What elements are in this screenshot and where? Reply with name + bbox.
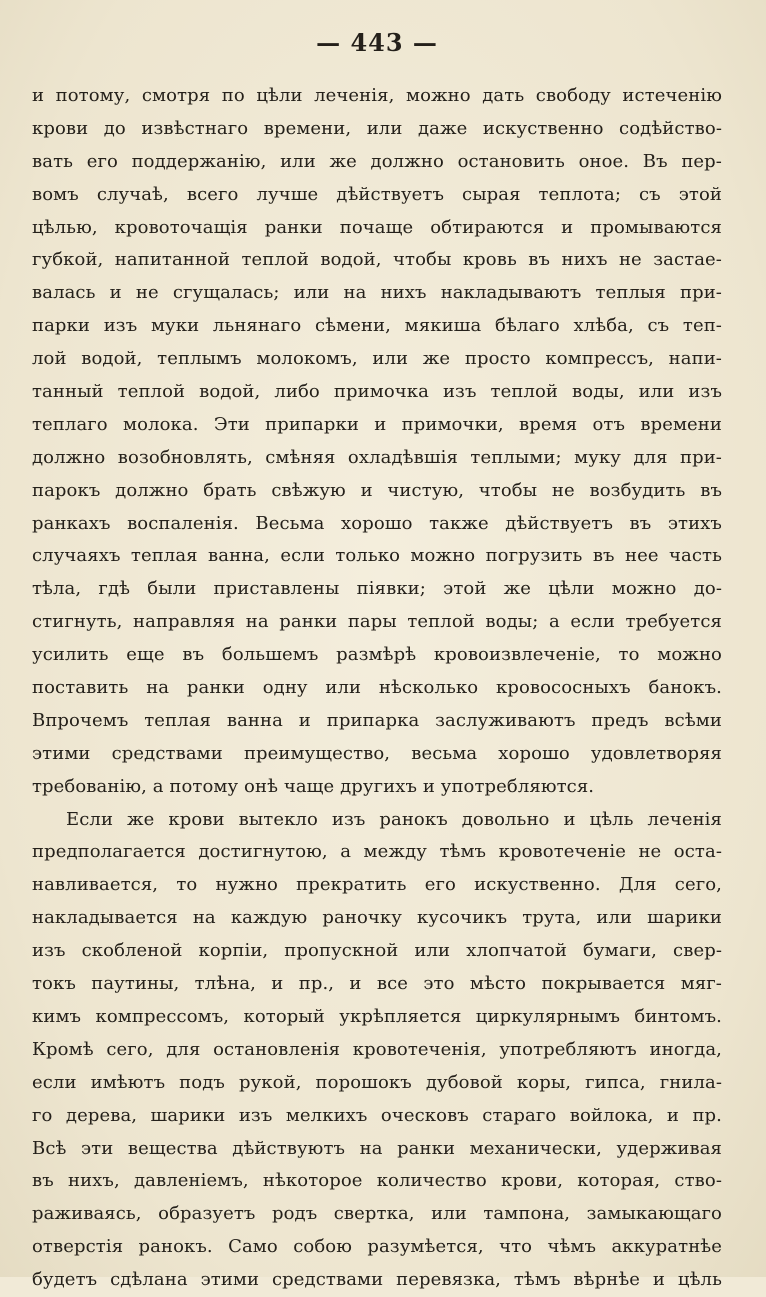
text-line: должно возобновлять, смѣняя охладѣвшія теплыми; муку для при- xyxy=(32,446,722,468)
text-line: токъ паутины, тлѣна, и пр., и все это мѣсто покрывается мяг- xyxy=(32,973,722,995)
text-line: лой водой, теплымъ молокомъ, или же просто компрессъ, напи- xyxy=(32,348,722,370)
text-line: кимъ компрессомъ, который укрѣпляется циркулярнымъ бинтомъ. xyxy=(32,1005,722,1027)
text-line: предполагается достигнутою, а между тѣмъ кровотеченіе не оста- xyxy=(32,841,722,863)
text-line: цѣлью, кровоточащія ранки почаще обтираются и промываются xyxy=(32,216,722,238)
text-line: вать его поддержанію, или же должно остановить оное. Въ пер- xyxy=(32,150,722,172)
text-line: Впрочемъ теплая ванна и припарка заслуживаютъ предъ всѣми xyxy=(32,709,722,731)
text-line: этими средствами преимущество, весьма хорошо удовлетворяя xyxy=(32,742,722,764)
text-line: случаяхъ теплая ванна, если только можно погрузить въ нее часть xyxy=(32,545,722,567)
text-line: го дерева, шарики изъ мелкихъ оческовъ стараго войлока, и пр. xyxy=(32,1104,722,1126)
text-line: навливается, то нужно прекратить его искуственно. Для сего, xyxy=(32,874,722,896)
paragraph-2 xyxy=(32,804,722,1297)
text-line: тѣла, гдѣ были приставлены піявки; этой же цѣли можно до- xyxy=(32,578,722,600)
text-line: требованію, а потому онѣ чаще другихъ и употребляются. xyxy=(32,775,595,797)
text-line: губкой, напитанной теплой водой, чтобы кровь въ нихъ не застае- xyxy=(32,249,722,271)
text-line: если имѣютъ подъ рукой, порошокъ дубовой коры, гипса, гнила- xyxy=(32,1071,722,1093)
text-line: ранкахъ воспаленія. Весьма хорошо также дѣйствуетъ въ этихъ xyxy=(32,512,722,534)
text-line: изъ скобленой корпіи, пропускной или хлопчатой бумаги, свер- xyxy=(32,940,722,962)
body-text xyxy=(32,80,722,1297)
text-line: въ нихъ, давленіемъ, нѣкоторое количество крови, которая, ство- xyxy=(32,1170,722,1192)
text-line: парки изъ муки льнянаго сѣмени, мякиша бѣлаго хлѣба, съ теп- xyxy=(32,315,722,337)
text-line: теплаго молока. Эти припарки и примочки, время отъ времени xyxy=(32,413,722,435)
text-line: раживаясь, образуетъ родъ свертка, или тампона, замыкающаго xyxy=(32,1203,722,1225)
text-line: Если же крови вытекло изъ ранокъ довольно и цѣль леченія xyxy=(66,808,722,830)
text-line: вомъ случаѣ, всего лучше дѣйствуетъ сырая теплота; съ этой xyxy=(32,183,722,205)
text-line: танный теплой водой, либо примочка изъ теплой воды, или изъ xyxy=(32,381,722,403)
text-line: крови до извѣстнаго времени, или даже искуственно содѣйство- xyxy=(32,117,722,139)
text-line: Всѣ эти вещества дѣйствуютъ на ранки механически, удерживая xyxy=(32,1137,722,1159)
text-line: накладывается на каждую ранoчку кусочикъ трута, или шарики xyxy=(32,907,722,929)
text-line: и потому, смотря по цѣли леченія, можно дать свободу истеченію xyxy=(32,85,722,106)
text-line: парокъ должно брать свѣжую и чистую, чтобы не возбудить въ xyxy=(32,479,722,501)
paragraph-1 xyxy=(32,80,722,804)
page-number: — 443 — xyxy=(316,28,438,57)
text-line: валась и не сгущалась; или на нихъ накладываютъ теплыя при- xyxy=(32,282,722,304)
text-line: будетъ сдѣлана этими средствами перевязка, тѣмъ вѣрнѣе и цѣль xyxy=(32,1269,722,1291)
text-line: стигнуть, направляя на ранки пары теплой воды; а если требуется xyxy=(32,611,722,633)
text-line: Кромѣ сего, для остановленія кровотеченія, употребляютъ иногда, xyxy=(32,1038,722,1060)
text-line: отверстія ранокъ. Само собою разумѣется, что чѣмъ аккуратнѣе xyxy=(32,1236,722,1258)
text-line: усилить еще въ большемъ размѣрѣ кровоизвлеченіе, то можно xyxy=(32,644,722,666)
text-line: поставить на ранки одну или нѣсколько кровососныхъ банокъ. xyxy=(32,677,722,699)
